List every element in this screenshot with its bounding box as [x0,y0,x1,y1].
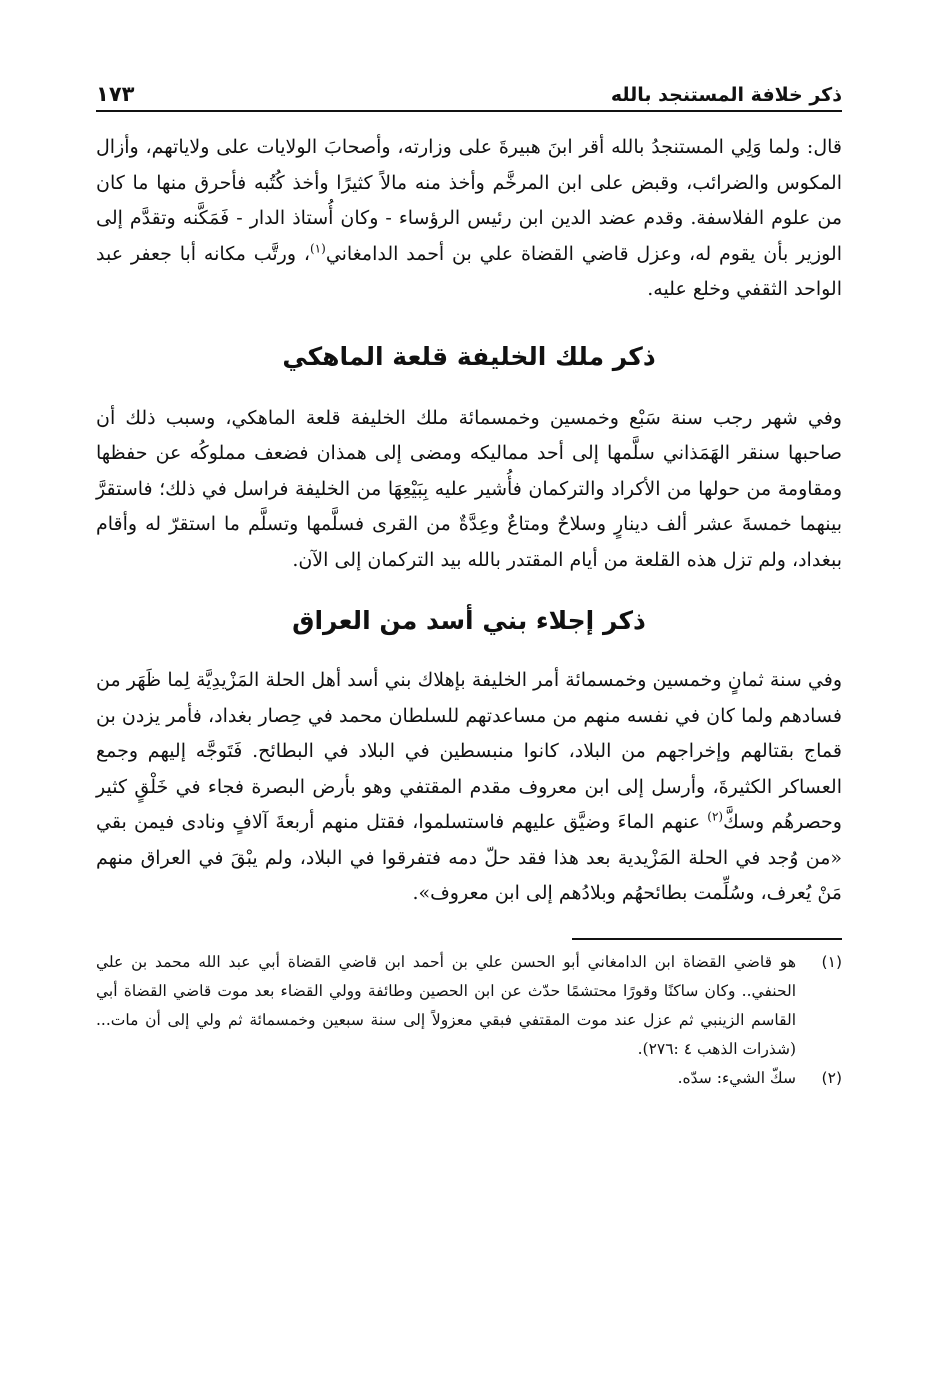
paragraph-text-cont: ، ورتَّب مكانه أبا جعفر عبد الواحد الثقفي وخلع عليه. [96,242,842,300]
running-header [96,66,842,112]
footnote-text: سكّ الشيء: سدّه. [677,1068,796,1087]
page-number: ١٧٣ [96,82,135,106]
paragraph-mahaki-castle: وفي شهر رجب سنة سَبْع وخمسين وخمسمائة ملك الخليفة قلعة الماهكي، وسبب ذلك أن صاحبها سنقر الهَمَذاني سلَّمها إلى أحد مماليكه ومضى إلى همذان فضعف مملوكُه عن حفظها ومقاومة من حولها من الأكراد والتركمان فأُشير عليه بِبَيْعِهَا من الخليفة فراسل في ذلك؛ فاستقرَّ بينهما خمسةَ عشر ألف دينارٍ وسلاحٌ ومتاعٌ وعِدَّةٌ من القرى فسلَّمها وتسلَّم ما استقرّ له وأقام ببغداد، ولم تزل هذه القلعة من أيام المقتدر بالله بيد التركمان إلى الآن. [96,406,842,571]
footnote-text: هو قاضي القضاة ابن الدامغاني أبو الحسن علي بن أحمد ابن قاضي القضاة أبي عبد الله محمد بن علي الحنفي.. وكان ساكنًا وقورًا محتشمًا حدّث عن ابن الحصين وطائفة وولي القضاء بعد موت قاضي القضاة أبي القاسم الزينبي ثم عزل عند موت المقتفي فبقي معزولاً إلى سنة سبعين وخمسمائة ثم ولي إلى أن مات... (شذرات الذهب ٤ :٢٧٦). [96,952,796,1058]
paragraph-caliph-accession [96,130,842,308]
footnote-1 [96,948,842,1064]
paragraph-text: وفي سنة ثمانٍ وخمسين وخمسمائة أمر الخليفة بإهلاك بني أسد أهل الحلة المَزْيدِيَّة لِما ظَهَر من فسادهم ولما كان في نفسه منهم من مساعدتهم للسلطان محمد في حِصار بغداد، فأمر يزدن بن قماج بقتالهم وإخراجهم من البلاد، كانوا منبسطين في البلاد في البطائح. فَتَوجَّه إليهم وجمع العساكر الكثيرةَ، وأرسل إلى ابن معروف مقدم المقتفي وهو بأرض البصرة فجاء في خَلْقٍ كثير وحصرهُم وسكَّ [96,669,842,833]
footnote-divider [572,938,842,940]
paragraph-text-cont: عنهم الماءَ وضيَّق عليهم فاستسلموا، فقتل منهم أربعةَ آلافٍ ونادى فيمن بقي «من وُجد في الحلة المَزْيدية بعد هذا فقد حلّ دمه فتفرقوا في البلاد، ولم يبْقَ في العراق منهم مَنْ يُعرف، وسُلِّمت بطائحهُم وبلادُهم إلى ابن معروف». [96,811,842,904]
running-title: ذكر خلافة المستنجد بالله [610,84,842,106]
footnote-ref-1: (١) [309,241,326,256]
footnote-ref-2: (٢) [707,809,724,824]
footnote-number: (٢) [821,1068,842,1087]
paragraph-bani-asad [96,663,842,912]
footnote-number: (١) [821,952,842,971]
book-page [96,66,842,1093]
footnotes [96,948,842,1093]
section-heading-mahaki-castle: ذكر ملك الخليفة قلعة الماهكي [282,341,656,371]
footnote-2 [96,1064,842,1093]
section-heading-bani-asad: ذكر إجلاء بني أسد من العراق [292,606,646,635]
paragraph-text: قال: ولما وَلِي المستنجدُ بالله أقر ابنَ هبيرةَ على وزارته، وأصحابَ الولايات على ولاياتهم، وأزال المكوس والضرائب، وقبض على ابن المرخَّم وأخذ منه مالاً كثيرًا وأخذ كُتُبه فأحرق منها ما كان من علوم الفلاسفة. وقدم عضد الدين ابن رئيس الرؤساء - وكان أُستاذ الدار - فَمَكَّنه وتقدَّم إلى الوزير بأن يقوم له، وعزل قاضي القضاة علي بن أحمد الدامغاني [96,136,842,265]
